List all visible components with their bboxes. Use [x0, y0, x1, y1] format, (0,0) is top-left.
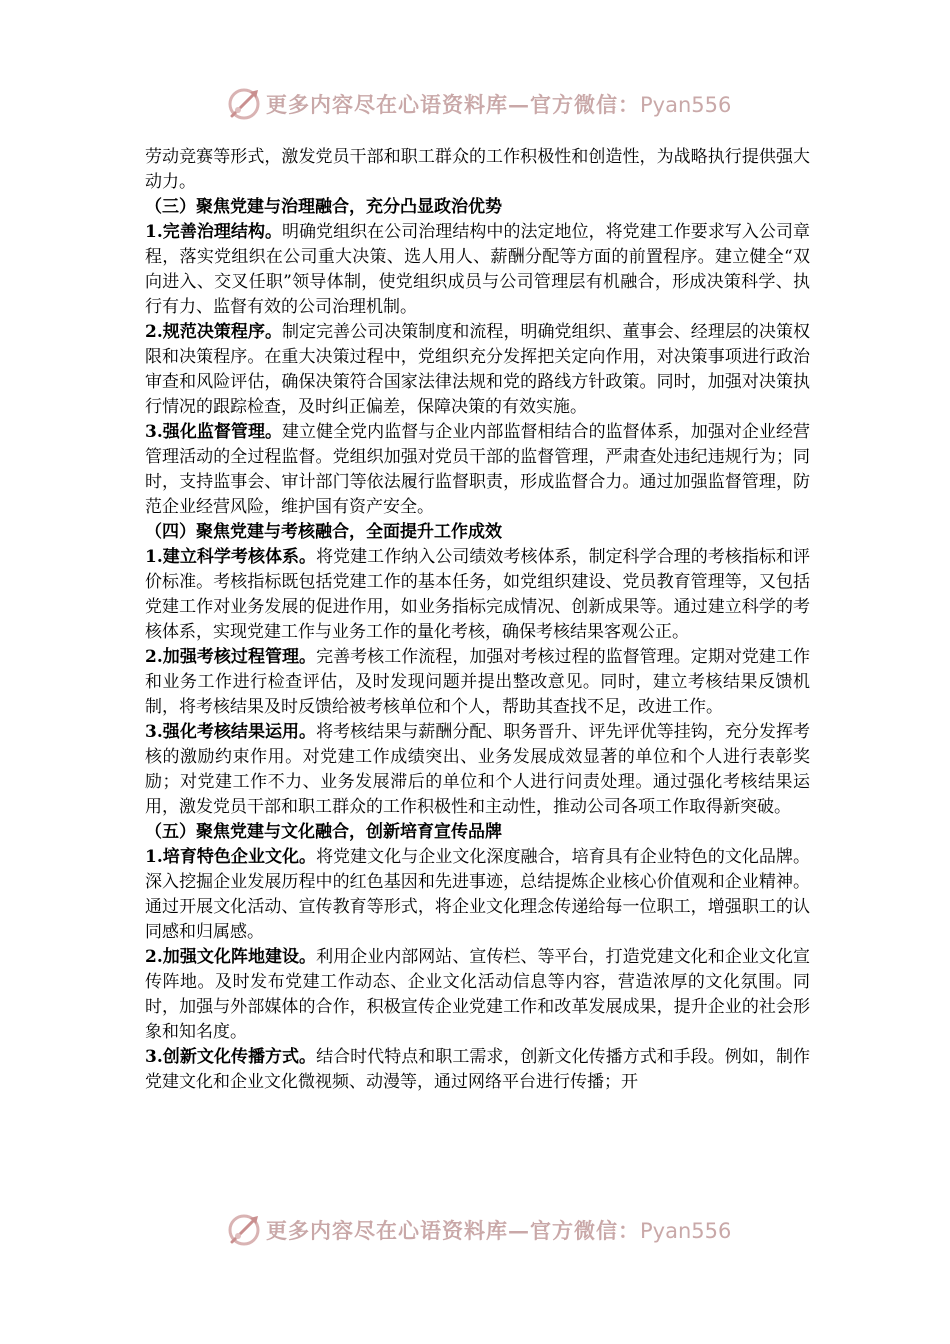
- paragraph-lead: 2.规范决策程序。: [145, 322, 283, 342]
- body-paragraph: 2.规范决策程序。制定完善公司决策制度和流程，明确党组织、董事会、经理层的决策权限和决策程序。在重大决策过程中，党组织充分发挥把关定向作用，对决策事项进行政治审查和风险评估，确保决策符合国家法律法规和党的路线方针政策。同时，加强对决策执行情况的跟踪检查，及时纠正偏差，保障决策的有效实施。: [145, 322, 811, 417]
- body-paragraph: 3.强化监督管理。建立健全党内监督与企业内部监督相结合的监督体系，加强对企业经营管理活动的全过程监督。党组织加强对党员干部的监督管理，严肃查处违纪违规行为；同时，支持监事会、审计部门等依法履行监督职责，形成监督合力。通过加强监督管理，防范企业经营风险，维护国有资产安全。: [145, 422, 811, 517]
- watermark-text: 更多内容尽在心语资料库—官方微信：Pyan556: [266, 92, 732, 117]
- body-paragraph: 1.培育特色企业文化。将党建文化与企业文化深度融合，培育具有企业特色的文化品牌。深入挖掘企业发展历程中的红色基因和先进事迹，总结提炼企业核心价值观和企业精神。通过开展文化活动、宣传教育等形式，将企业文化理念传递给每一位职工，增强职工的认同感和归属感。: [145, 847, 810, 942]
- body-paragraph: 劳动竞赛等形式，激发党员干部和职工群众的工作积极性和创造性，为战略执行提供强大动力。: [145, 147, 810, 192]
- body-paragraph: 1.完善治理结构。明确党组织在公司治理结构中的法定地位，将党建工作要求写入公司章程，落实党组织在公司重大决策、选人用人、薪酬分配等方面的前置程序。建立健全“双向进入、交叉任职”领导体制，使党组织成员与公司管理层有机融合，形成决策科学、执行有力、监督有效的公司治理机制。: [145, 222, 811, 317]
- paragraph-lead: 1.完善治理结构。: [145, 222, 283, 242]
- paragraph-lead: 3.强化监督管理。: [145, 422, 283, 442]
- pen-logo-icon: [226, 86, 262, 122]
- paragraph-lead: 3.强化考核结果运用。: [145, 722, 317, 742]
- paragraph-lead: 2.加强文化阵地建设。: [145, 947, 317, 967]
- section-heading: （三）聚焦党建与治理融合，充分凸显政治优势: [145, 197, 502, 217]
- header-watermark: [226, 84, 732, 124]
- paragraph-lead: 2.加强考核过程管理。: [145, 647, 317, 667]
- paragraph-lead: 1.建立科学考核体系。: [145, 547, 317, 567]
- body-paragraph: 2.加强考核过程管理。完善考核工作流程，加强对考核过程的监督管理。定期对党建工作和业务工作进行检查评估，及时发现问题并提出整改意见。同时，建立考核结果反馈机制，将考核结果及时反馈给被考核单位和个人，帮助其查找不足，改进工作。: [145, 647, 810, 717]
- paragraph-lead: 1.培育特色企业文化。: [145, 847, 317, 867]
- paragraph-lead: 3.创新文化传播方式。: [145, 1047, 317, 1067]
- document-body: [145, 145, 810, 1095]
- watermark-text: 更多内容尽在心语资料库—官方微信：Pyan556: [266, 1218, 732, 1243]
- body-paragraph: 2.加强文化阵地建设。利用企业内部网站、宣传栏、等平台，打造党建文化和企业文化宣传阵地。及时发布党建工作动态、企业文化活动信息等内容，营造浓厚的文化氛围。同时，加强与外部媒体的合作，积极宣传企业党建工作和改革发展成果，提升企业的社会形象和知名度。: [145, 947, 810, 1042]
- section-heading: （五）聚焦党建与文化融合，创新培育宣传品牌: [145, 822, 502, 842]
- pen-logo-icon: [226, 1212, 262, 1248]
- body-paragraph: 3.强化考核结果运用。将考核结果与薪酬分配、职务晋升、评先评优等挂钩，充分发挥考核的激励约束作用。对党建工作成绩突出、业务发展成效显著的单位和个人进行表彰奖励；对党建工作不力、业务发展滞后的单位和个人进行问责处理。通过强化考核结果运用，激发党员干部和职工群众的工作积极性和主动性，推动公司各项工作取得新突破。: [145, 722, 810, 817]
- footer-watermark: [226, 1210, 732, 1250]
- body-paragraph: 1.建立科学考核体系。将党建工作纳入公司绩效考核体系，制定科学合理的考核指标和评价标准。考核指标既包括党建工作的基本任务，如党组织建设、党员教育管理等，又包括党建工作对业务发展的促进作用，如业务指标完成情况、创新成果等。通过建立科学的考核体系，实现党建工作与业务工作的量化考核，确保考核结果客观公正。: [145, 547, 810, 642]
- body-paragraph: 3.创新文化传播方式。结合时代特点和职工需求，创新文化传播方式和手段。例如，制作党建文化和企业文化微视频、动漫等，通过网络平台进行传播；开: [145, 1047, 810, 1092]
- section-heading: （四）聚焦党建与考核融合，全面提升工作成效: [145, 522, 502, 542]
